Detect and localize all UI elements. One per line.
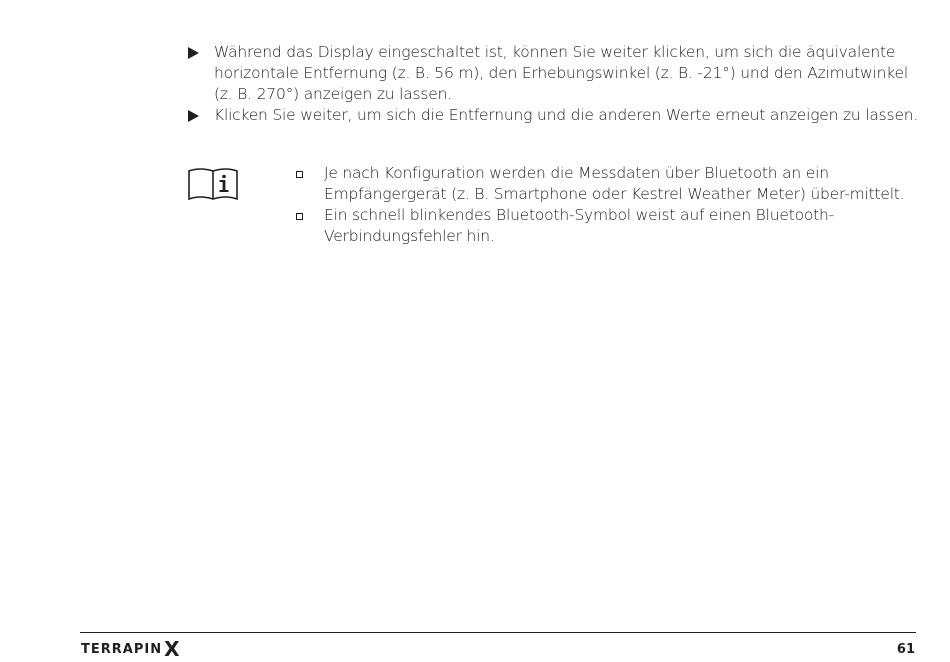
square-bullet-icon [296,171,303,178]
note-list [296,163,916,247]
info-book-icon [187,165,239,203]
instruction-item [188,105,928,126]
note-text: Ein schnell blinkendes Bluetooth-Symbol weist auf einen Bluetooth-Verbindungsfehler hin. [324,206,835,245]
instruction-list [188,42,928,126]
instruction-text: Während das Display eingeschaltet ist, können Sie weiter klicken, um sich die äquivalente horizontale Entfernung (z. B. 56 m), den Erhebungswinkel (z. B. -21°) und den Azimutwinkel (z. B. 270°) anzeigen zu lassen. [214,43,908,103]
logo-text: TERRAPIN [81,641,163,657]
instruction-item [188,42,928,105]
arrow-bullet-icon [188,47,199,59]
logo-mark: X [164,637,180,661]
square-bullet-icon [296,213,303,220]
brand-logo [81,637,180,661]
footer-divider [80,632,916,633]
instruction-text: Klicken Sie weiter, um sich die Entfernung und die anderen Werte erneut anzeigen zu lassen. [214,106,919,124]
arrow-bullet-icon [188,110,199,122]
page-number: 61 [896,642,915,657]
note-text: Je nach Konfiguration werden die Messdaten über Bluetooth an ein Empfängergerät (z. B. Smartphone oder Kestrel Weather Meter) über-mittelt. [324,164,905,203]
note-item [296,163,916,205]
note-item [296,205,916,247]
